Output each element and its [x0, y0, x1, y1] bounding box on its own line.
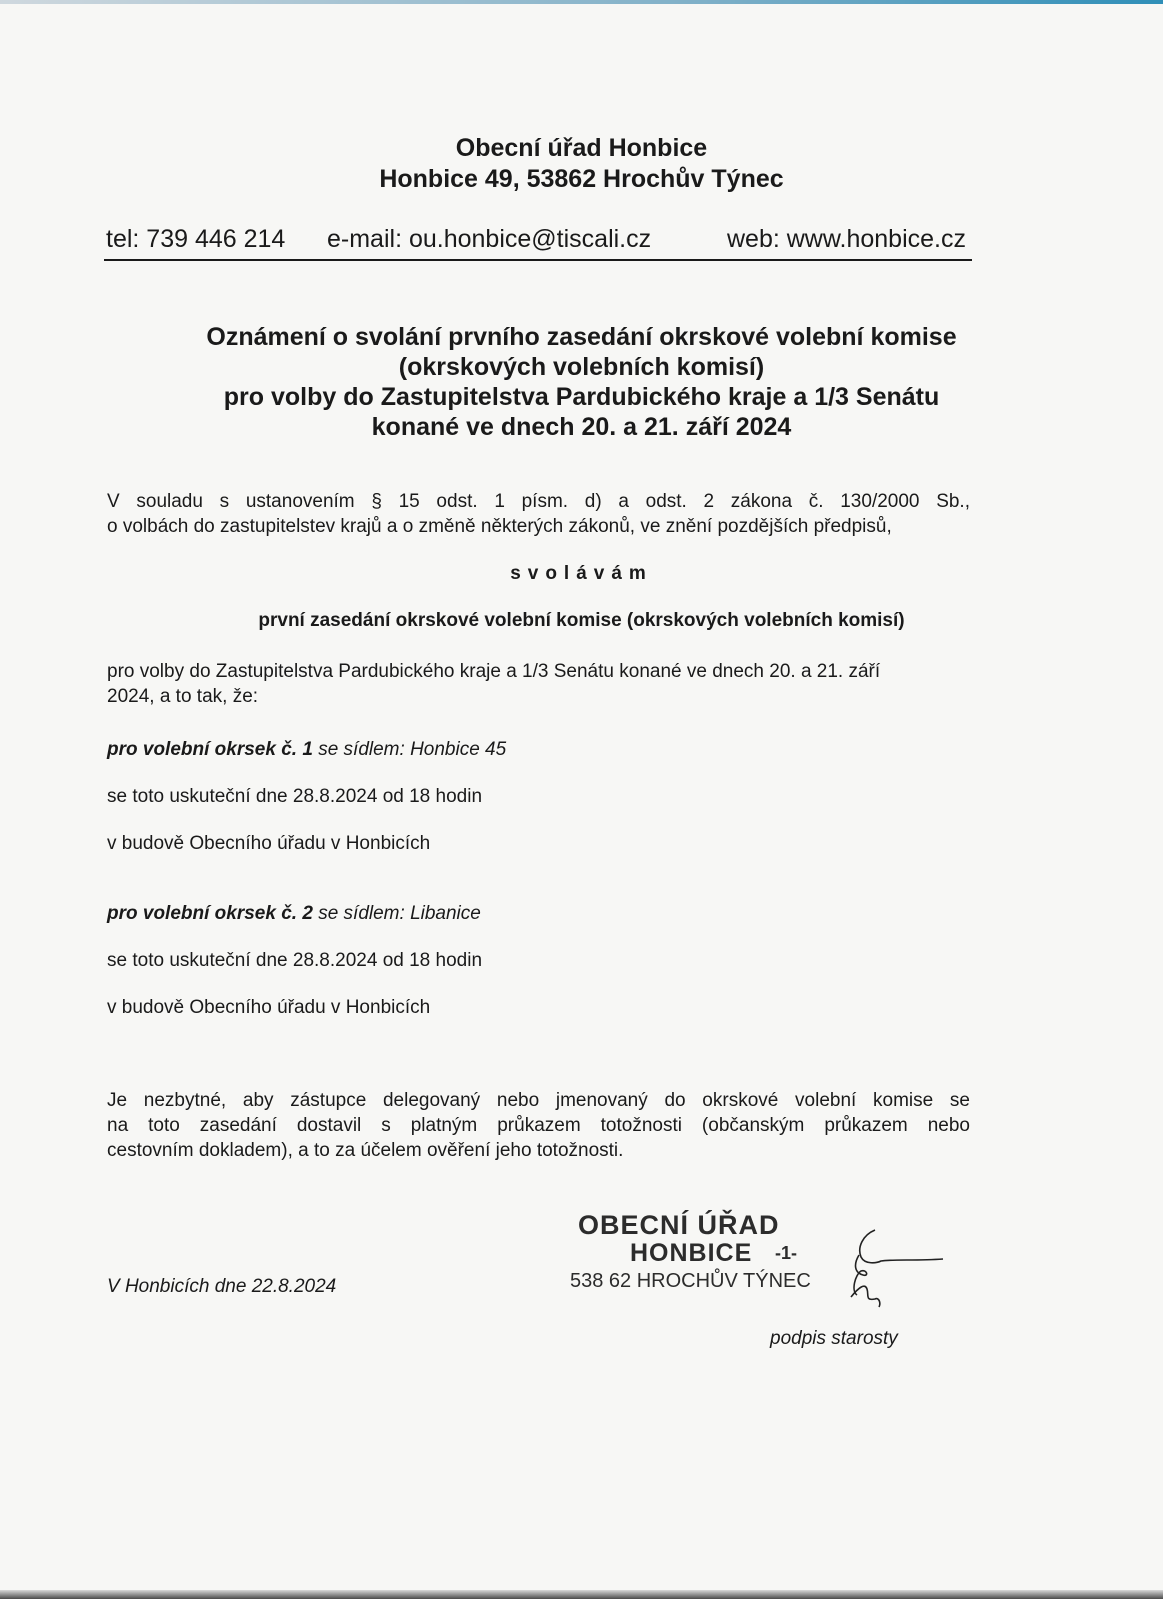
final-paragraph: [107, 1088, 970, 1163]
title-line: Oznámení o svolání prvního zasedání okrskové volební komise: [206, 323, 957, 351]
contact-phone: tel: 739 446 214: [106, 225, 286, 253]
district-label: pro volební okrsek č. 1: [107, 739, 313, 760]
stamp-line: HONBICE: [630, 1239, 753, 1267]
district-seat: se sídlem: Honbice 45: [312, 739, 507, 760]
organization-name: Obecní úřad Honbice: [455, 134, 708, 162]
stamp-line: OBECNÍ ÚŘAD: [578, 1210, 780, 1240]
place-and-date: V Honbicích dne 22.8.2024: [107, 1276, 337, 1297]
paragraph-line: pro volby do Zastupitelstva Pardubického kraje a 1/3 Senátu konané ve dnech 20. a 21. září: [107, 661, 881, 682]
scan-edge-top: [0, 0, 1163, 4]
title-line: konané ve dnech 20. a 21. září 2024: [371, 413, 792, 441]
intro-paragraph: [107, 489, 970, 539]
office-stamp: [560, 1210, 840, 1302]
paragraph-line: 2024, a to tak, že:: [107, 686, 259, 707]
paragraph-line: V souladu s ustanovením § 15 odst. 1 písm. d) a odst. 2 zákona č. 130/2000 Sb.,: [107, 491, 970, 512]
organization-address: Honbice 49, 53862 Hrochův Týnec: [379, 165, 784, 193]
title-line: (okrskových volebních komisí): [398, 353, 765, 381]
elections-paragraph: [107, 659, 970, 709]
title-line: pro volby do Zastupitelstva Pardubického kraje a 1/3 Senátu: [223, 383, 940, 411]
paragraph-line: Je nezbytné, aby zástupce delegovaný nebo jmenovaný do okrskové volební komise se: [107, 1090, 970, 1111]
mayor-signature: [845, 1225, 945, 1315]
contact-line: [104, 225, 972, 261]
paragraph-line: o volbách do zastupitelstev krajů a o změně některých zákonů, ve znění pozdějších předpisů,: [107, 516, 892, 537]
district-2-when: se toto uskuteční dne 28.8.2024 od 18 hodin: [107, 950, 483, 971]
first-session-heading: první zasedání okrskové volební komise (okrskových volebních komisí): [258, 610, 905, 631]
stamp-number: -1-: [775, 1243, 797, 1263]
convene-statement: svolávám: [510, 563, 653, 584]
district-1-where: v budově Obecního úřadu v Honbicích: [107, 833, 431, 854]
paragraph-line: cestovním dokladem), a to za účelem ověření jeho totožnosti.: [107, 1140, 624, 1161]
scan-edge-bottom: [0, 1590, 1163, 1599]
contact-email: e-mail: ou.honbice@tiscali.cz: [327, 225, 652, 253]
district-1-when: se toto uskuteční dne 28.8.2024 od 18 hodin: [107, 786, 483, 807]
district-2-where: v budově Obecního úřadu v Honbicích: [107, 997, 431, 1018]
contact-web: web: www.honbice.cz: [726, 225, 966, 253]
district-seat: se sídlem: Libanice: [312, 903, 481, 924]
district-1-heading: [107, 739, 506, 761]
district-2-heading: [107, 903, 481, 925]
stamp-line: 538 62 HROCHŮV TÝNEC: [570, 1270, 811, 1292]
paragraph-line: na toto zasedání dostavil s platným průkazem totožnosti (občanským průkazem nebo: [107, 1115, 970, 1136]
document-title: [0, 322, 1163, 442]
signature-caption: podpis starosty: [770, 1328, 898, 1349]
district-label: pro volební okrsek č. 2: [107, 903, 313, 924]
